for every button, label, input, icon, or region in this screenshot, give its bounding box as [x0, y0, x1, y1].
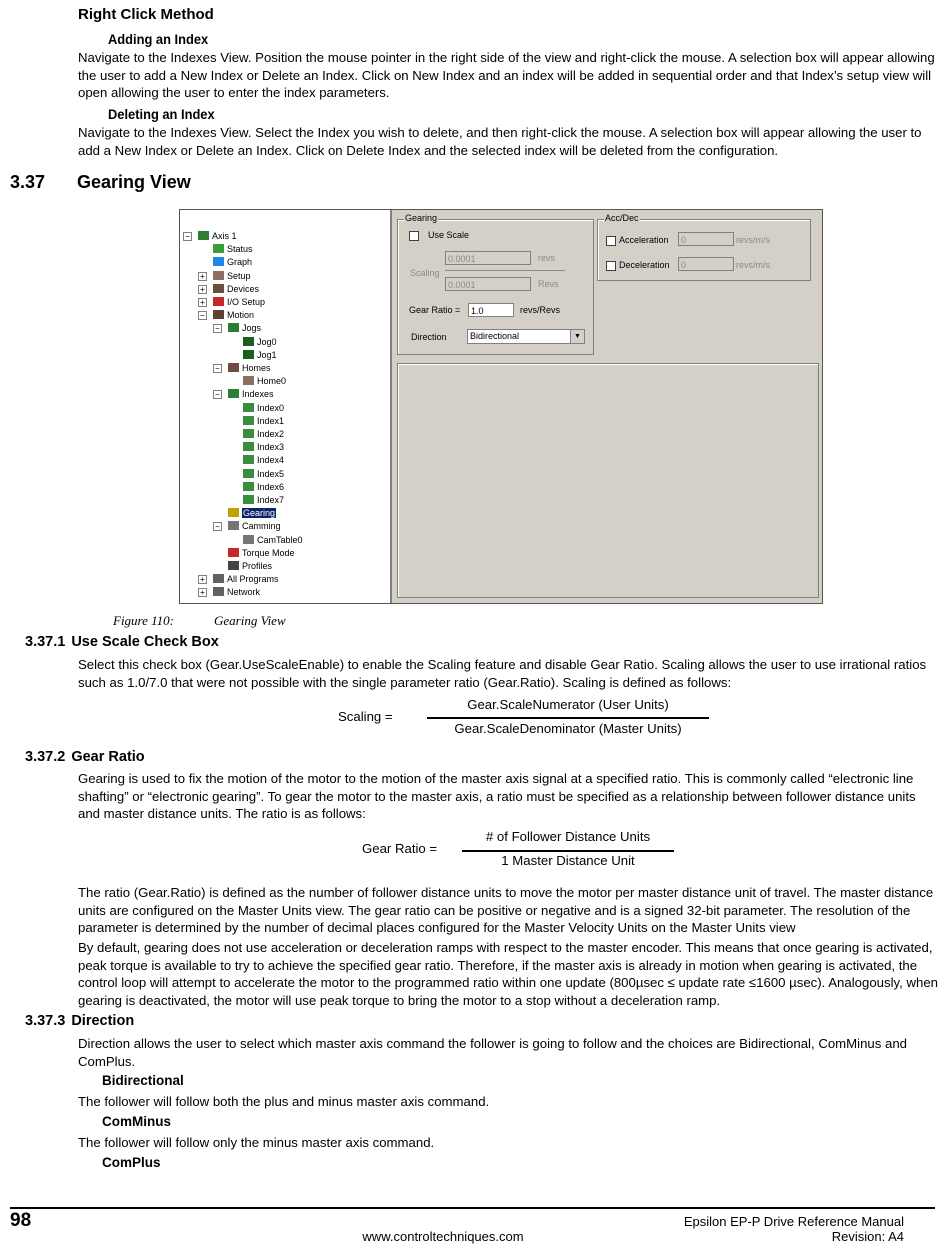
subsection-direction-heading: [25, 1013, 134, 1029]
gearing-panel: [392, 210, 822, 603]
index-icon: [243, 442, 254, 451]
tree-item-motion[interactable]: [213, 309, 254, 321]
tree-item-label: Devices: [227, 283, 260, 294]
tree-item-jogs[interactable]: [228, 322, 261, 334]
expand-icon[interactable]: +: [198, 575, 207, 584]
deceleration-label: Deceleration: [619, 260, 670, 270]
subsection-title: Direction: [71, 1013, 135, 1029]
tree-item-jog0[interactable]: [243, 336, 277, 348]
tree-item-label: Jog0: [257, 336, 277, 347]
gear-ratio-label: Gear Ratio =: [409, 305, 461, 315]
index-icon: [243, 495, 254, 504]
acceleration-unit: revs/m/s: [736, 235, 771, 245]
jogs-icon: [228, 323, 239, 332]
deceleration-unit: revs/m/s: [736, 260, 771, 270]
tree-item-label: Camming: [242, 521, 281, 532]
tree-item-label: Graph: [227, 257, 253, 268]
direction-label: Direction: [411, 332, 447, 342]
gear-ratio-text-1: Gearing is used to fix the motion of the motor to the motion of the master axis signal at a specified ratio. This is commonly called “electronic line shafting” or “electronic gearing”. To gear the motor to the master axis, a ratio must be specified as a relationship between follower distance units and master distance units. The ratio is as follows:: [78, 771, 916, 821]
manual-title: Epsilon EP-P Drive Reference Manual: [683, 1214, 904, 1229]
gear-ratio-numerator: # of Follower Distance Units: [485, 829, 651, 844]
tree-item-setup[interactable]: [213, 270, 251, 282]
adding-index-heading: Adding an Index: [108, 31, 209, 47]
subsection-number: 3.37.3: [25, 1013, 66, 1029]
revision: Revision: A4: [831, 1229, 904, 1244]
tree-item-label: Index4: [257, 455, 285, 466]
subsection-title: Gear Ratio: [71, 749, 145, 765]
index-icon: [243, 416, 254, 425]
tree-item-label: Home0: [257, 376, 287, 387]
tree-item-i-o-setup[interactable]: [213, 296, 265, 308]
direction-text: Direction allows the user to select which master axis command the follower is going to follow and the choices are Bidirectional, ComMinus and ComPlus.: [78, 1036, 908, 1069]
tree-item-label: Axis 1: [212, 231, 237, 241]
tree-item-home0[interactable]: [243, 375, 286, 387]
deceleration-checkbox[interactable]: [606, 261, 616, 271]
tree-item-label: I/O Setup: [227, 297, 266, 307]
use-scale-checkbox[interactable]: [409, 231, 419, 241]
camming-icon: [228, 521, 239, 530]
tree-item-graph[interactable]: [213, 256, 252, 268]
programs-icon: [213, 574, 224, 583]
tree-item-profiles[interactable]: [228, 560, 272, 572]
scaling-fraction-line: [445, 270, 565, 271]
camtable-icon: [243, 535, 254, 544]
indexes-icon: [228, 389, 239, 398]
subsection-title: Use Scale Check Box: [71, 634, 219, 650]
gearing-group-title: Gearing: [405, 213, 438, 223]
adding-index-text: Navigate to the Indexes View. Position the mouse pointer in the right side of the view and right-click the mouse. A selection box will appear allowing the user to add a New Index or Delete an Index. Click on New Index and an index will be added in sequential order and that Index’s setup view will open allowing the user to enter the index parameters.: [78, 50, 935, 100]
jog-arrow-icon: [243, 337, 254, 346]
website-link[interactable]: www.controltechniques.com: [362, 1229, 524, 1244]
tree-item-label: Homes: [242, 363, 271, 373]
subsection-number: 3.37.1: [25, 634, 66, 650]
graph-icon: [213, 257, 224, 266]
acceleration-checkbox[interactable]: [606, 236, 616, 246]
numerator-unit: revs: [538, 253, 556, 263]
collapse-icon[interactable]: −: [183, 232, 192, 241]
tree-item-label: Torque Mode: [242, 547, 295, 558]
right-click-heading: Right Click Method: [78, 6, 214, 23]
tree-item-label: Network: [227, 587, 261, 598]
deleting-index-text: Navigate to the Indexes View. Select the Index you wish to delete, and then right-click the mouse. A selection box will appear allowing the user to add a New Index or Delete an Index. Click on Delete Index and the selected index will be deleted from the configuration.: [78, 125, 922, 158]
collapse-icon[interactable]: −: [198, 311, 207, 320]
complus-heading: ComPlus: [102, 1155, 161, 1170]
direction-select[interactable]: [467, 329, 585, 344]
tree-item-label: CamTable0: [257, 534, 303, 545]
gearing-view-screenshot: [179, 209, 823, 604]
tree-item-label: Indexes: [242, 389, 274, 400]
tree-item-label: Jogs: [242, 323, 262, 334]
tree-item-status[interactable]: [213, 243, 253, 255]
tree-item-index1[interactable]: [243, 415, 284, 427]
tree-item-label: Index1: [257, 415, 285, 426]
tree-item-jog1[interactable]: [243, 349, 277, 361]
tree-item-index0[interactable]: [243, 402, 284, 414]
expand-icon[interactable]: +: [198, 298, 207, 307]
page-number: 98: [10, 1210, 32, 1231]
tree-item-label: Status: [227, 244, 253, 255]
expand-icon[interactable]: +: [198, 588, 207, 597]
tree-item-index3[interactable]: [243, 441, 284, 453]
axis-icon: [198, 231, 209, 240]
gear-ratio-equation-label: Gear Ratio =: [362, 841, 438, 856]
tree-item-label: Setup: [227, 270, 251, 281]
subsection-gear-ratio-heading: [25, 749, 145, 765]
home-icon: [243, 376, 254, 385]
io-setup-icon: [213, 297, 224, 306]
direction-select-value: Bidirectional: [470, 331, 520, 341]
subsection-number: 3.37.2: [25, 749, 66, 765]
tree-item-camming[interactable]: [228, 520, 281, 532]
collapse-icon[interactable]: −: [213, 364, 222, 373]
scaling-denominator: Gear.ScaleDenominator (Master Units): [454, 721, 682, 736]
gear-ratio-unit: revs/Revs: [520, 305, 561, 315]
use-scale-text: Select this check box (Gear.UseScaleEnable) to enable the Scaling feature and disable Gear Ratio. Scaling allows the user to use irrational ratios such as 1.0/7.0 that were not possible with the single parameter ratio (Gear.Ratio). Scaling is defined as follows:: [78, 657, 927, 690]
figure-title: Gearing View: [214, 613, 286, 628]
bidirectional-text: The follower will follow both the plus and minus master axis command.: [78, 1094, 490, 1109]
tree-item-gearing[interactable]: [228, 507, 276, 519]
scaling-numerator: Gear.ScaleNumerator (User Units): [467, 697, 669, 712]
devices-icon: [213, 284, 224, 293]
section-heading: [10, 172, 191, 193]
tree-item-indexes[interactable]: [228, 388, 274, 400]
scaling-fraction-bar: [427, 717, 709, 719]
accdec-group: [597, 213, 811, 281]
index-icon: [243, 429, 254, 438]
tree-item-camtable0[interactable]: [243, 534, 303, 546]
acceleration-label: Acceleration: [619, 235, 669, 245]
acceleration-input[interactable]: 0: [678, 232, 734, 246]
homes-icon: [228, 363, 239, 372]
gear-ratio-text-3: By default, gearing does not use acceleration or deceleration ramps with respect to the master encoder. This means that once gearing is activated, peak torque is available to try to achieve the specified gear ratio. Therefore, if the master axis is already in motion when gearing is activated, the control loop will attempt to accelerate the motor to the programmed ratio within one update (800µsec ≤ update rate ≤1600 µsec). Analogously, when gearing is deactivated, the motor will use peak torque to bring the motor to a stop without a deceleration ramp.: [78, 940, 938, 1008]
tree-item-label: Index7: [257, 495, 285, 505]
scale-denominator-input[interactable]: 0.0001: [445, 277, 531, 291]
deleting-index-heading: Deleting an Index: [108, 106, 215, 122]
figure-label: Figure 110:: [113, 613, 175, 628]
tree-item-devices[interactable]: [213, 283, 259, 295]
gear-ratio-text-2: The ratio (Gear.Ratio) is defined as the number of follower distance units to move the motor per master distance unit of travel. The master distance units are configured on the Master Units view. The gear ratio can be positive or negative and is a signed 32-bit parameter. The resolution of the parameter is determined by the number of decimal places configured for the Master Velocity Units on the Master Units view: [78, 885, 934, 935]
index-icon: [243, 455, 254, 464]
subsection-use-scale-heading: [25, 634, 219, 650]
tree-item-label: Motion: [227, 310, 255, 321]
status-icon: [213, 244, 224, 253]
section-title: Gearing View: [77, 172, 191, 192]
comminus-text: The follower will follow only the minus master axis command.: [78, 1135, 435, 1150]
tree-item-label: Jog1: [257, 349, 277, 360]
expand-icon[interactable]: +: [198, 285, 207, 294]
tree-item-label: Index0: [257, 402, 285, 413]
gear-ratio-denominator: 1 Master Distance Unit: [501, 853, 635, 868]
collapse-icon[interactable]: −: [213, 390, 222, 399]
tree-item-label: Gearing: [243, 508, 276, 519]
figure-caption: [113, 613, 286, 629]
profiles-icon: [228, 561, 239, 570]
jog-arrow-icon: [243, 350, 254, 359]
accdec-group-title: Acc/Dec: [605, 213, 639, 223]
tree-item-torque-mode[interactable]: [228, 547, 295, 559]
tree-item-network[interactable]: [213, 586, 260, 598]
tree-item-index5[interactable]: [243, 468, 284, 480]
expand-icon[interactable]: +: [198, 272, 207, 281]
network-icon: [213, 587, 224, 596]
scaling-equation-label: Scaling =: [338, 709, 393, 724]
index-icon: [243, 403, 254, 412]
setup-icon: [213, 271, 224, 280]
tree-item-all-programs[interactable]: [213, 573, 279, 585]
gearing-icon: [228, 508, 239, 517]
denominator-unit: Revs: [538, 279, 559, 289]
gear-ratio-fraction-bar: [462, 850, 674, 852]
tree-item-label: Profiles: [242, 561, 273, 571]
tree-item-label: Index2: [257, 429, 285, 439]
footer-rule: [10, 1207, 935, 1209]
tree-item-index6[interactable]: [243, 481, 284, 493]
torque-icon: [228, 548, 239, 557]
motion-icon: [213, 310, 224, 319]
chevron-down-icon[interactable]: ▼: [570, 330, 584, 343]
comminus-heading: ComMinus: [102, 1114, 171, 1129]
tree-item-label: Index6: [257, 481, 285, 492]
bidirectional-heading: Bidirectional: [102, 1073, 184, 1088]
gear-ratio-input[interactable]: 1.0: [468, 303, 514, 317]
tree-view: [180, 210, 392, 603]
collapse-icon[interactable]: −: [213, 522, 222, 531]
scale-numerator-input[interactable]: 0.0001: [445, 251, 531, 265]
index-icon: [243, 482, 254, 491]
index-icon: [243, 469, 254, 478]
tree-item-axis-1[interactable]: [198, 230, 237, 242]
tree-item-label: All Programs: [227, 574, 279, 585]
tree-item-homes[interactable]: [228, 362, 271, 374]
tree-item-index7[interactable]: [243, 494, 284, 506]
collapse-icon[interactable]: −: [213, 324, 222, 333]
gearing-group: [397, 213, 594, 355]
scaling-label: Scaling: [410, 268, 440, 278]
tree-item-index4[interactable]: [243, 454, 284, 466]
deceleration-input[interactable]: 0: [678, 257, 734, 271]
tree-item-index2[interactable]: [243, 428, 284, 440]
tree-item-label: Index3: [257, 442, 285, 453]
blank-area: [397, 363, 819, 598]
section-number: 3.37: [10, 172, 46, 192]
use-scale-label: Use Scale: [428, 230, 470, 240]
tree-item-label: Index5: [257, 468, 285, 479]
